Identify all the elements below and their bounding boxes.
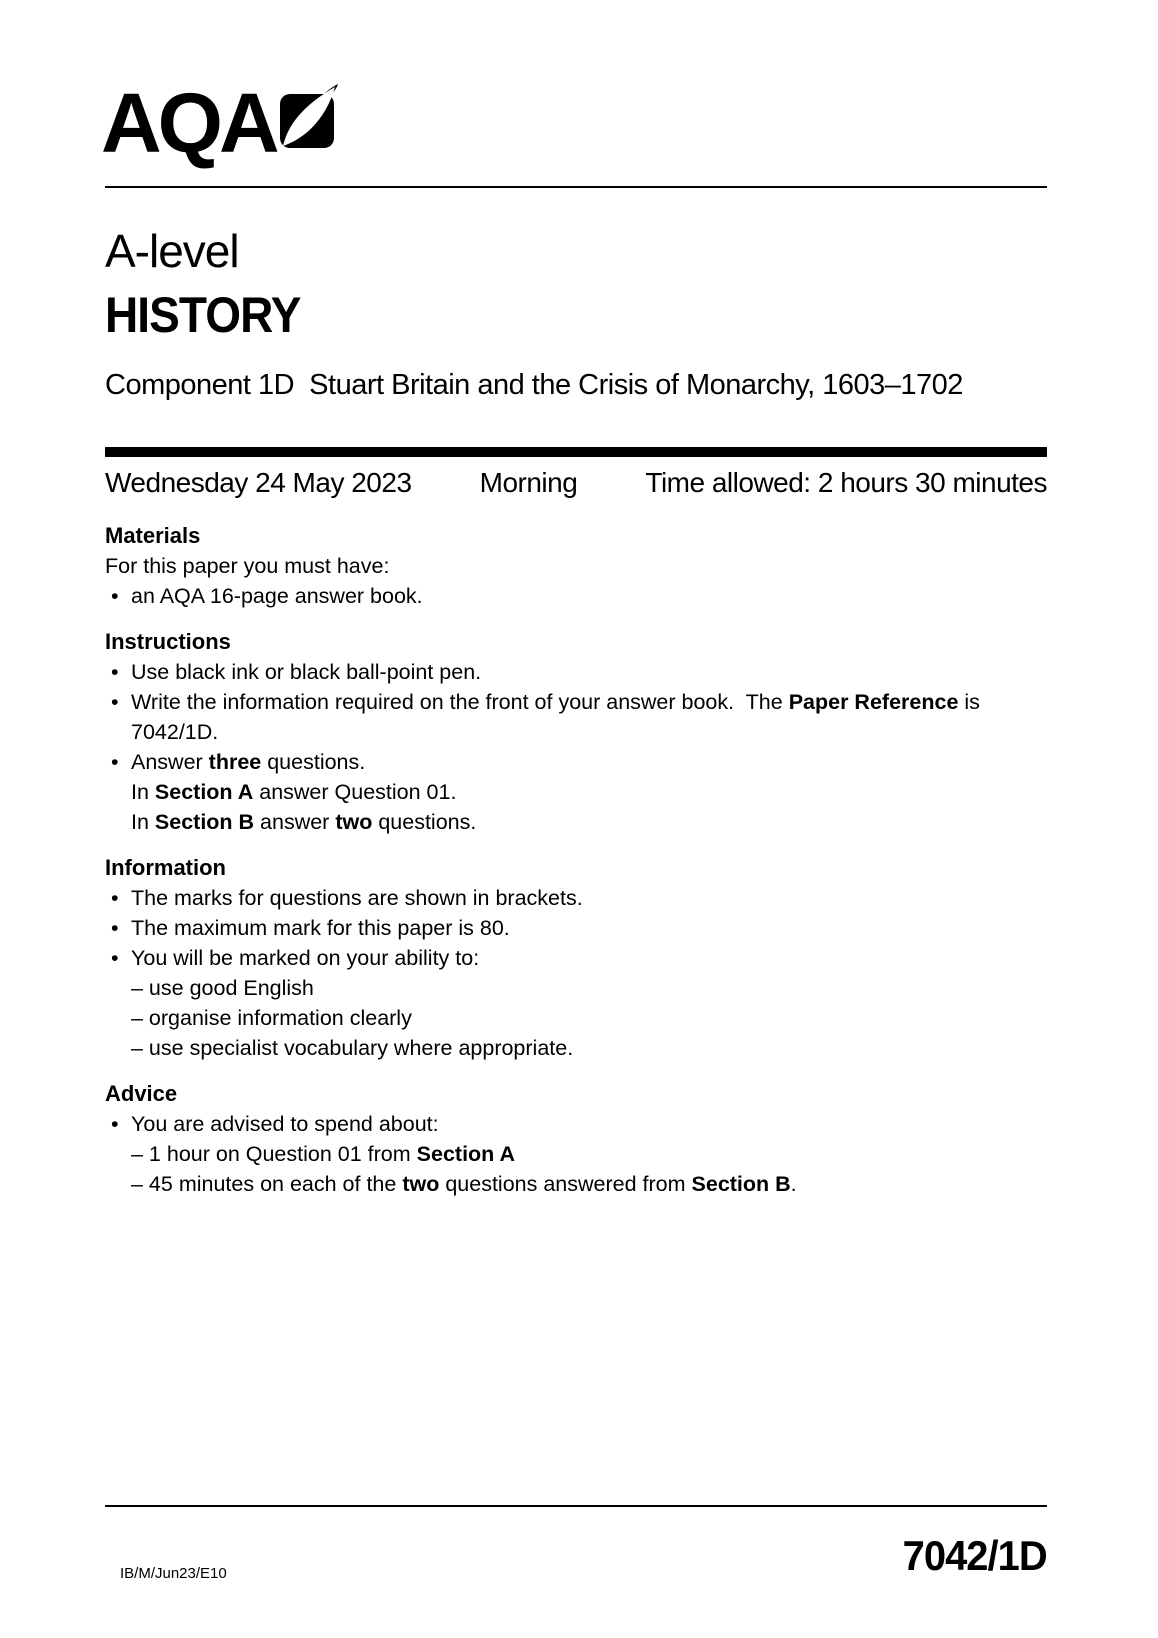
bullet-text-line bbox=[131, 687, 1047, 747]
section-advice bbox=[105, 1079, 1047, 1199]
bullet-icon: • bbox=[111, 916, 119, 940]
bold-text-segment: Section A bbox=[416, 1142, 516, 1166]
bullet-text-line bbox=[131, 913, 1047, 943]
instruction-sections bbox=[105, 521, 1047, 1199]
bold-text-segment: three bbox=[208, 750, 262, 774]
bullet-content bbox=[131, 1109, 1047, 1199]
bullet-item bbox=[105, 747, 1047, 837]
exam-details-row bbox=[105, 466, 1047, 500]
time-allowed: Time allowed: 2 hours 30 minutes bbox=[645, 467, 1047, 498]
bullet-item bbox=[105, 913, 1047, 943]
text-segment: Use black ink or black ball-point pen. bbox=[131, 660, 482, 684]
bullet-content bbox=[131, 687, 1047, 747]
title-block bbox=[105, 224, 317, 344]
text-segment: In bbox=[131, 810, 155, 834]
qualification-title: A-level bbox=[105, 225, 239, 277]
bullet-item bbox=[105, 581, 1047, 611]
sub-item-line bbox=[131, 1003, 1047, 1033]
bold-text-segment: Section B bbox=[154, 810, 255, 834]
text-segment: answer bbox=[254, 810, 336, 834]
bullet-text-line bbox=[131, 657, 1047, 687]
aqa-logo-text: AQA bbox=[101, 76, 276, 170]
text-segment: answer Question 01. bbox=[253, 780, 457, 804]
component-title: Component 1D Stuart Britain and the Crisis of Monarchy, 1603–1702 bbox=[105, 369, 963, 401]
bullet-item bbox=[105, 943, 1047, 1063]
bullet-item bbox=[105, 883, 1047, 913]
text-segment: – use specialist vocabulary where appropriate. bbox=[131, 1036, 574, 1060]
bullet-icon: • bbox=[111, 660, 119, 684]
text-segment: questions answered from bbox=[439, 1172, 692, 1196]
exam-session: Morning bbox=[479, 467, 578, 498]
aqa-leaf-icon bbox=[280, 84, 338, 155]
text-segment: – organise information clearly bbox=[131, 1006, 412, 1030]
sub-item-line bbox=[131, 1169, 1047, 1199]
bullet-item bbox=[105, 657, 1047, 687]
footer-reference-code: IB/M/Jun23/E10 bbox=[120, 1565, 227, 1582]
section-instructions bbox=[105, 627, 1047, 837]
bullet-icon: • bbox=[111, 886, 119, 910]
paper-code: 7042/1D bbox=[902, 1532, 1047, 1579]
bullet-icon: • bbox=[111, 690, 119, 714]
subject-title: HISTORY bbox=[105, 287, 301, 343]
text-segment: an AQA 16-page answer book. bbox=[131, 584, 423, 608]
section-heading: Advice bbox=[105, 1081, 178, 1106]
bold-text-segment: Section A bbox=[154, 780, 254, 804]
bullet-item bbox=[105, 1109, 1047, 1199]
sub-item-line bbox=[131, 973, 1047, 1003]
bullet-content bbox=[131, 581, 1047, 611]
bullet-text-line bbox=[131, 1109, 1047, 1139]
sub-item-line bbox=[131, 1139, 1047, 1169]
text-segment: You will be marked on your ability to: bbox=[131, 946, 480, 970]
footer-rule bbox=[105, 1505, 1047, 1507]
sub-item-line bbox=[131, 807, 1047, 837]
text-segment: In bbox=[131, 780, 155, 804]
bullet-content bbox=[131, 657, 1047, 687]
bold-text-segment: Paper Reference bbox=[788, 690, 959, 714]
bullet-icon: • bbox=[111, 750, 119, 774]
section-text-line bbox=[105, 551, 1047, 581]
section-materials bbox=[105, 521, 1047, 611]
bullet-icon: • bbox=[111, 946, 119, 970]
bullet-text-line bbox=[131, 943, 1047, 973]
bullet-content bbox=[131, 943, 1047, 1063]
text-segment: questions. bbox=[372, 810, 477, 834]
text-segment: Answer bbox=[131, 750, 209, 774]
text-segment: is 7042/1D. bbox=[131, 690, 986, 744]
title-rule bbox=[105, 447, 1047, 457]
bullet-icon: • bbox=[111, 584, 119, 608]
text-segment: – 45 minutes on each of the bbox=[131, 1172, 403, 1196]
bold-text-segment: Section B bbox=[691, 1172, 791, 1196]
text-segment: For this paper you must have: bbox=[105, 554, 390, 578]
bullet-text-line bbox=[131, 747, 1047, 777]
bullet-item bbox=[105, 687, 1047, 747]
bullet-content bbox=[131, 747, 1047, 837]
section-information bbox=[105, 853, 1047, 1063]
exam-date: Wednesday 24 May 2023 bbox=[105, 467, 412, 498]
bullet-text-line bbox=[131, 581, 1047, 611]
section-heading: Materials bbox=[105, 523, 201, 548]
sub-item-line bbox=[131, 1033, 1047, 1063]
bullet-content bbox=[131, 883, 1047, 913]
bullet-content bbox=[131, 913, 1047, 943]
text-segment: The marks for questions are shown in brackets. bbox=[131, 886, 583, 910]
section-heading: Information bbox=[105, 855, 226, 880]
section-heading: Instructions bbox=[105, 629, 231, 654]
text-segment: questions. bbox=[261, 750, 366, 774]
text-segment: – use good English bbox=[131, 976, 314, 1000]
text-segment: Write the information required on the front of your answer book. The bbox=[131, 690, 789, 714]
text-segment: . bbox=[790, 1172, 797, 1196]
bullet-text-line bbox=[131, 883, 1047, 913]
sub-item-line bbox=[131, 777, 1047, 807]
aqa-logo bbox=[101, 76, 338, 170]
bold-text-segment: two bbox=[335, 810, 373, 834]
text-segment: You are advised to spend about: bbox=[131, 1112, 439, 1136]
text-segment: – 1 hour on Question 01 from bbox=[131, 1142, 417, 1166]
bullet-icon: • bbox=[111, 1112, 119, 1136]
bold-text-segment: two bbox=[402, 1172, 440, 1196]
text-segment: The maximum mark for this paper is 80. bbox=[131, 916, 510, 940]
header-rule bbox=[105, 186, 1047, 188]
